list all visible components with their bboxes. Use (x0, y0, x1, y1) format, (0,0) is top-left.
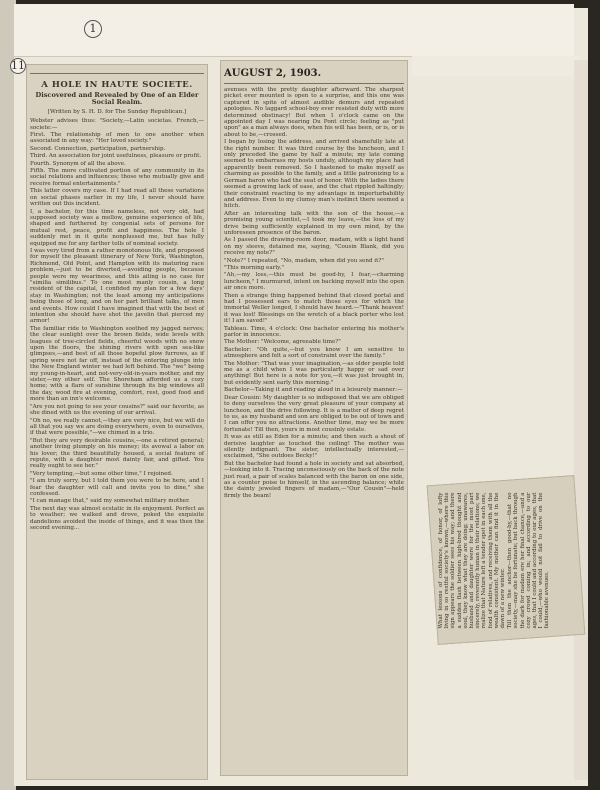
article-subtitle: Discovered and Revealed by One of an Elder Social Realm. (35, 91, 199, 107)
paragraph: It was as still as Eden for a minute; and then such a shout of derisive laughter as touched the ceiling! The mother was silently indignant. The sister, intellectually interested,—exclaimed, "She outdoes Becky!" (224, 434, 404, 460)
paragraph: Fifth. The more cultivated portion of any community in its social relations and influences; those who mutually give and receive formal entertainments." (30, 168, 204, 187)
clipping-left-column (26, 64, 208, 780)
paragraph: As I passed the drawing-room door, madam, with a light hand on my sleeve, detained me, saying, "Cousin Blank, did you receive my note?" (224, 237, 404, 257)
paragraph: Till then the anchor—then good-by,—that no society,—may she be fortunate; but back through the dark for madam ere her final chance,—and a cozy crowd coming in; and according to our ages, that I could and according to our ages, that I could,—who would not fail to drive on the fashionable avenues. (507, 492, 551, 629)
paragraph: Bachelor—Taking it and reading aloud in a leisurely manner:— (224, 387, 403, 394)
paragraph: I, a bachelor, for this time nameless, not very old, had supposed society was a mellow, genuine experience of life, shaped and furthered by congenial sets of persons for mutual rest, peace, profit and happiness. The hole I suddenly met in it quite nonplussed me, but has fully equipped me for any farther tolls of nominal society. (30, 208, 204, 247)
paragraph: First. The relationship of men to one another when associated in any way: "Her loved society." (30, 132, 204, 145)
paragraph: "Oh no, we really cannot,—they are very nice, but we will do all that you say we are doing everywhere, even to ourselves, if that were possible,"—we chimed in a trio. (30, 417, 204, 437)
article-title: A HOLE IN HAUTE SOCIETE. (41, 80, 193, 90)
article-dateline: AUGUST 2, 1903. (224, 68, 322, 79)
paragraph: The Mother: "That was your imagination,—as older people told me as a child when I was particularly happy or sad over anything! But here is a note for you,—it was just brought in, but evidently sent early this morning." (224, 360, 404, 386)
paragraph: Fourth. Synonym of all the above. (30, 160, 126, 167)
top-page-strip (14, 4, 574, 57)
paragraph: I was very tired from a rather monotonous life, and proposed for myself the pleasant itinerary of New York, Washington, Richmond, Old Point, and Hampton with its maturing race problem,—just to be diverted,—avoiding people, because people were my weariness, and this ailing is no case for "similia similibus." To one most manly cousin, a long resident of the capital, I confided my plan for a few days' stay in Washington; not the least among my anticipations being those of long, and on her part brilliant talks, of men and events. How could I have imagined that with the best of intention she should have shot the javelin that pierced my armor! (30, 247, 204, 325)
paragraph: I began by losing the address, and arrived shamefully late at the right number. It was third course by the luncheon, and I only preceded the game by half a minute; my late coming seemed to embarrass my hosts unduly, although my place had apparently been removed. So I hastened to make myself as charming as possible to the family, and a little patronizing to a German baron who had the seat of honor. With the ladies there seemed a growing lack of ease, and the chat rippled haltingly; their constraint reacting to my advantage in imperturbability and address. Even to my clumsy man's instinct there seemed a hitch. (224, 139, 404, 210)
paragraph: The Mother: "Welcome, agreeable time?" (224, 339, 341, 346)
paragraph: "This morning early." (224, 264, 284, 271)
clipping-right-column (220, 60, 408, 776)
paragraph: Second. Connection, participation, partnership. (30, 145, 166, 152)
paragraph: "Are you not going to see your cousins?" said our favorite, as she dined with us the evening of our arrival. (30, 403, 204, 417)
paragraph: Webster advises thus: "Society,—Latin societas. French,—societe:— (30, 118, 204, 131)
paragraph: "Note?" I repeated, "No, madam, when did you send it?" (224, 257, 384, 264)
dateline-rule (224, 83, 404, 84)
paragraph: But the bachelor had found a hole in society and sat absorbed,—looking into it. Tracing unconsciously on the back of the note just read, a pair of scales balanced with the baron on one side, as a counter poise to himself, in the ascending balance; while the dainty jeweled fingers of madam,—"Our Cousin"—held firmly the beam! (224, 460, 404, 499)
paragraph: "Ah,—my loss,—this must be good-by, I fear,—charming luncheon," I murmured, intent on backing myself into the open air once more. (224, 272, 404, 292)
paper-tape (412, 56, 580, 76)
paragraph: Third. An association for joint usefulness, pleasure or profit. (30, 153, 202, 160)
side-clipping-text (438, 493, 585, 629)
paragraph: Tableau. Time, 4 o'clock: One bachelor entering his mother's parlor in innocence. (224, 325, 404, 339)
paragraph: "But they are very desirable cousins,—one a retired general; another living plumply on his money; its avowal a labor on his lover; the third beautifully housed, a social feature of repute, with a daughter most dainty fair, and gifted. You really ought to see her." (30, 437, 204, 470)
side-clipping-rotated (427, 475, 586, 645)
paragraph: This latter covers my case. If I had read all these variations on social phases earlier in my life, I never should have written out this incident. (30, 188, 204, 208)
paragraph: "I am truly sorry, but I told them you were to be here, and I fear the daughter will call and invite you to dine," she confessed. (30, 478, 204, 497)
corner-mark: 11 (11, 59, 25, 72)
paragraph: Bachelor: "Oh quite,—but you know I am sensitive to atmosphere and felt a sort of constraint over the family." (224, 346, 404, 360)
article-byline: [Written by S. H. D. for The Sunday Republican.] (47, 108, 187, 115)
paragraph: avenues with the pretty daughter afterward. The sharpest picket ever mounted is open to a surprise, and this one was captured in spite of almost audible demurs and repeated apologies. No laggard school-boy ever resisted duty with more determined obstinacy! But when 1 o'clock came on the appointed day I was nearing Du Pont circle; feeling as "put upon" as a man always does, when his will has been, or is, or is about to be,—crossed. (224, 87, 404, 138)
page-number-circle: 1 (84, 20, 102, 38)
paragraph: What lessons of confidence, of honor, of lofty living in so restful society's known,—where this sign appears the soldier sees his way; and there a sudden flash between high-bred thought and soul, they know what they are doing; unawares, husband and daughter were for the most part sincerely, reverently human in their relations; we realize that Nature left a tender spot in each one, fond of relatives, and receiving them with all the wealth consistent. My mother can find it in the dawn of a new winter. (438, 492, 507, 629)
paragraph: Dear Cousin: My daughter is so indisposed that we are obliged to deny ourselves the very great pleasure of your company at luncheon, and the drive following. It is a matter of deep regret to us, as my husband and son are obliged to be out of town and I can offer you no attractions. Another time, may we be more fortunate! Till then, yours in most cousinly estate. (224, 394, 404, 433)
paragraph: After an interesting talk with the son of the house,—a promising young scientist,—I took my leave,—the loss of my drive being sufficiently explained in my own mind, by the unforeseen presence of the baron. (224, 210, 404, 236)
paragraph: The next day was almost ecstatic in its enjoyment. Perfect as to weather; we walked and drove, poked the exquisite dandelions avoided the inside of things, and it was then the second evening... (30, 505, 204, 531)
right-page-edge (574, 60, 588, 780)
paragraph: Then a strange thing happened behind that closed portal and had I possessed ears to match those eyes for which the immortal Weller longed, I should have heard.—"Thank heaven! it was lost! Blessings on the wretch of a black porter who lost it! I am saved!" (224, 292, 404, 325)
paragraph: "Very tempting,—but some other time," I rejoined. (30, 470, 173, 477)
paragraph: "I can manage that," said my somewhat military mother. (30, 498, 190, 505)
top-rule (30, 73, 204, 74)
paragraph: The familiar ride to Washington soothed my jagged nerves; the clear sunlight over the brown fields, wide levels with leagues of tree-circled fields, cheerful woods with no snow upon the floors, the shining rivers with open sea-like glimpses,—and best of all those hopeful plow furrows, as if spring were not far off, instead of the entering plunge into the New England winter we had left behind. The "we" being my young-in-heart, and not-very-old-in-years mother, and my sister,—my other self. The Shoreham afforded us a cozy home; with a flare of sunshine through its big windows all the day, wood fire at evening, comfort, rest, good food and more than an inn's welcome. (30, 325, 204, 403)
